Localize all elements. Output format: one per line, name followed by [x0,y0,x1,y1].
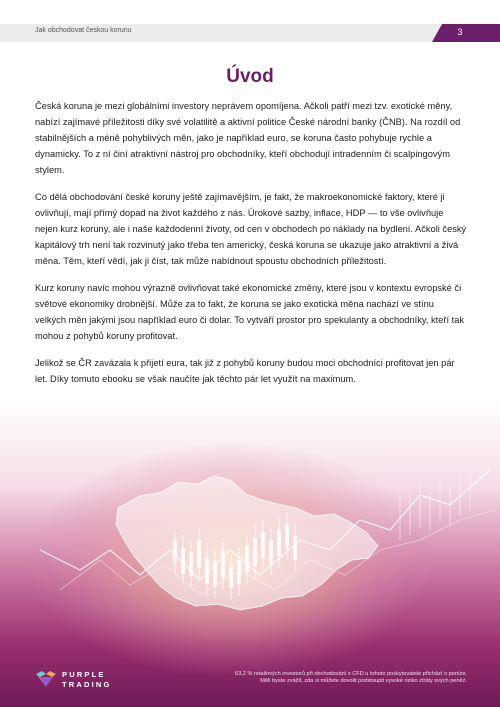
disclaimer-line: 63,2 % retailových investorů při obchodování s CFD u tohoto poskytovatele přichází o peníze. [235,671,467,677]
paragraph: Česká koruna je mezi globálními investory neprávem opomíjena. Ačkoli patří mezi tzv. exotické měny, nabízí zajímavé příležitosti díky své volatilitě a aktivní politice České národní banky (ČNB). Na rozdíl od stabilnějších a méně pohyblivých měn, jako je například euro, se koruna často pohybuje rychle a dynamicky. To z ní činí atraktivní nástroj pro obchodníky, kteří obchodují intradenním či scalpingovým stylem. [35,101,461,175]
body-text [35,98,467,425]
paragraph: Co dělá obchodování české koruny ještě zajímavějším, je fakt, že makroekonomické faktory, které ji ovlivňují, mají přímý dopad na život každého z nás. Úrokové sazby, inflace, HDP — to vše ovlivňuje nejen kurz koruny, ale i naše každodenní životy, od cen v obchodech po náklady na bydlení. Ačkoli český kapitálový trh není tak rozvinutý jako třeba ten americký, česká koruna se ukazuje jako atraktivní a živá měna. Těm, kteří vědí, jak ji číst, tak může nabídnout spoustu obchodních příležitostí. [35,192,467,266]
risk-disclaimer [195,671,467,685]
purple-trading-logo [36,669,146,691]
page-header [0,24,500,42]
section-title: Úvod [226,66,274,87]
diamond-logo-icon [36,671,56,687]
czech-map-illustration [0,400,500,707]
paragraph: Jelikož se ČR zavázala k přijetí eura, tak již z pohybů koruny budou moci obchodníci profitovat jen pár let. Díky tomuto ebooku se však naučíte jak těchto pár let využít na maximum. [35,358,455,384]
page-number: 3 [457,27,463,37]
disclaimer-line: Měli byste zvážit, zda si můžete dovolit podstoupit vysoké riziko ztráty svých peněz. [260,678,467,684]
logo-wordmark [62,670,112,689]
logo-line-trading: TRADING [62,679,112,689]
logo-line-purple: PURPLE [62,670,106,679]
header-title: Jak obchodovat českou korunu [35,27,132,34]
paragraph: Kurz koruny navíc mohou výrazně ovlivňovat také ekonomické změny, které jsou v kontextu evropské či světové ekonomiky drobnější. Může za to fakt, že koruna se jako exotická měna nachází ve stínu velkých měn jakými jsou například euro či dolar. To vytváří prostor pro spekulanty a obchodníky, kteří tak mohou z pohybů koruny profitovat. [35,283,465,341]
